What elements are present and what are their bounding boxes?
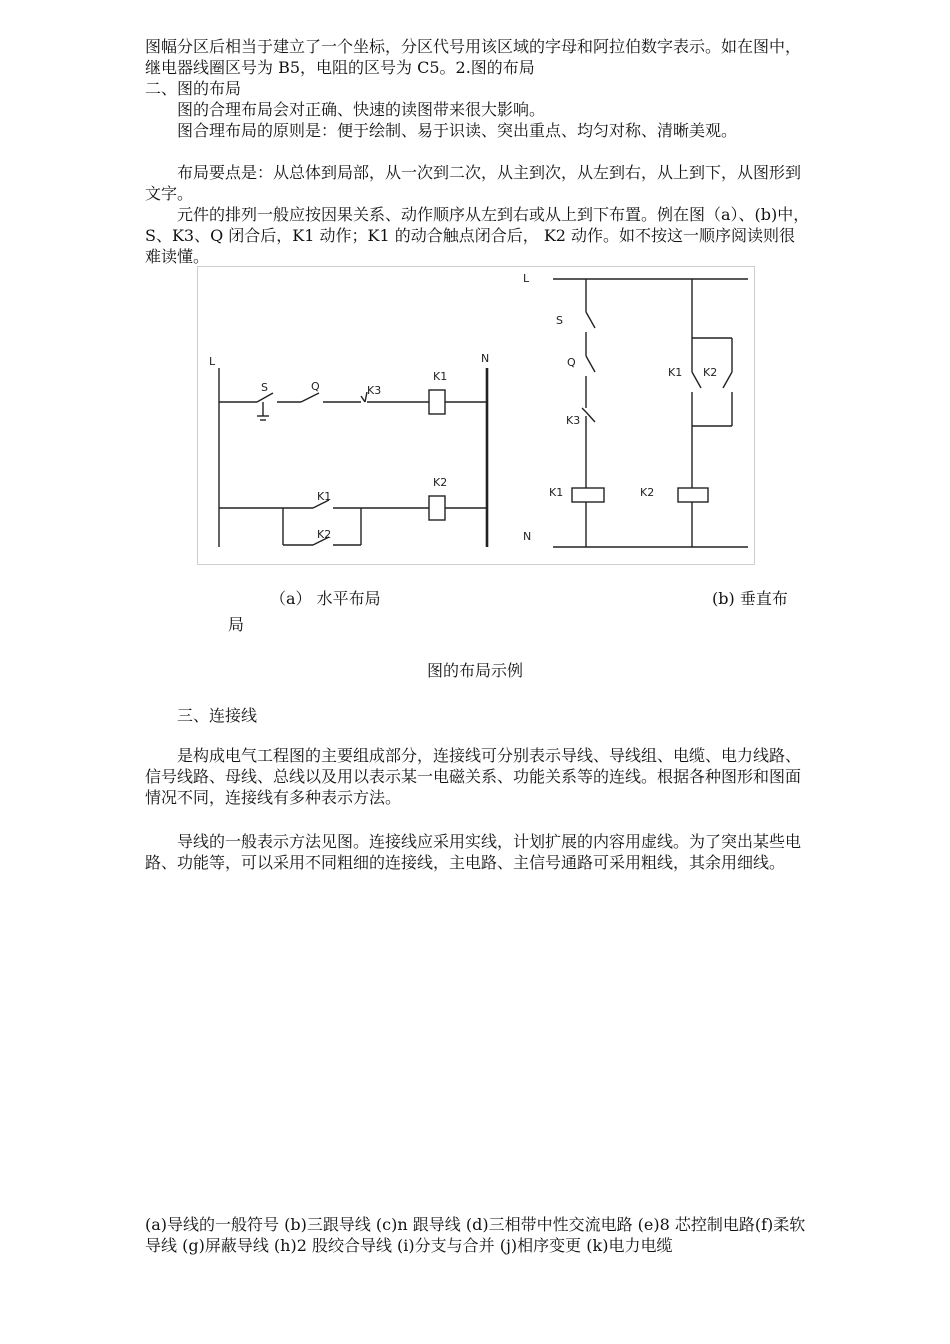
label-right-K2-coil: K2 <box>640 486 655 499</box>
paragraph-layout-principles: 图合理布局的原则是：便于绘制、易于识读、突出重点、均匀对称、清晰美观。 <box>177 121 738 140</box>
caption-b-wrap: 局 <box>228 615 245 634</box>
paragraph-connection-lines: 是构成电气工程图的主要组成部分，连接线可分别表示导线、导线组、电缆、电力线路、信号线路、母线、总线以及用以表示某一电磁关系、功能关系等的连线。根据各种图形和图面情况不同，连接线有多种表示方法。 <box>145 746 802 807</box>
label-right-K2-contact: K2 <box>703 366 718 379</box>
label-left-N: N <box>481 352 490 365</box>
caption-a: （a） 水平布局 <box>270 589 381 608</box>
label-right-N: N <box>523 530 532 543</box>
label-right-Q: Q <box>567 356 576 369</box>
paragraph-component-order: 元件的排列一般应按因果关系、动作顺序从左到右或从上到下布置。例在图（a）、(b)中，S、K3、Q 闭合后，K1 动作；K1 的动合触点闭合后， K2 动作。如不按这一顺序阅读则很难读懂。 <box>145 205 810 266</box>
label-left-Q: Q <box>311 380 320 393</box>
label-right-K1-coil: K1 <box>549 486 564 499</box>
label-left-S: S <box>261 381 268 394</box>
label-left-K2-coil: K2 <box>433 476 448 489</box>
label-right-S: S <box>556 314 563 327</box>
paragraph-wire-representation: 导线的一般表示方法见图。连接线应采用实线，计划扩展的内容用虚线。为了突出某些电路、功能等，可以采用不同粗细的连接线，主电路、主信号通路可采用粗线，其余用细线。 <box>145 832 802 872</box>
label-left-K3: K3 <box>367 384 382 397</box>
section-heading-layout: 二、图的布局 <box>145 79 242 98</box>
label-left-L: L <box>209 355 216 368</box>
paragraph-layout-points: 布局要点是：从总体到局部，从一次到二次，从主到次，从左到右，从上到下，从图形到文字。 <box>145 163 802 203</box>
label-left-K1-coil: K1 <box>433 370 448 383</box>
label-right-L: L <box>523 272 530 285</box>
paragraph-layout-importance: 图的合理布局会对正确、快速的读图带来很大影响。 <box>177 100 546 119</box>
label-left-K2-contact: K2 <box>317 528 332 541</box>
paragraph-zone-coordinates: 图幅分区后相当于建立了一个坐标，分区代号用该区域的字母和阿拉伯数字表示。如在图中，继电器线圈区号为 B5，电阻的区号为 C5。2.图的布局 <box>145 37 802 77</box>
caption-b: (b) 垂直布 <box>712 589 788 608</box>
label-right-K1-contact: K1 <box>668 366 683 379</box>
circuit-figure <box>197 266 753 563</box>
section-heading-connections: 三、连接线 <box>177 706 258 725</box>
figure-title: 图的布局示例 <box>426 661 523 680</box>
label-left-K1-contact: K1 <box>317 490 332 503</box>
figure-legend-wires: (a)导线的一般符号 (b)三跟导线 (c)n 跟导线 (d)三相带中性交流电路 (e)8 芯控制电路(f)柔软导线 (g)屏蔽导线 (h)2 股绞合导线 (i)分支与合并 (j)相序变更 (k)电力电缆 <box>145 1215 806 1255</box>
label-right-K3: K3 <box>566 414 581 427</box>
